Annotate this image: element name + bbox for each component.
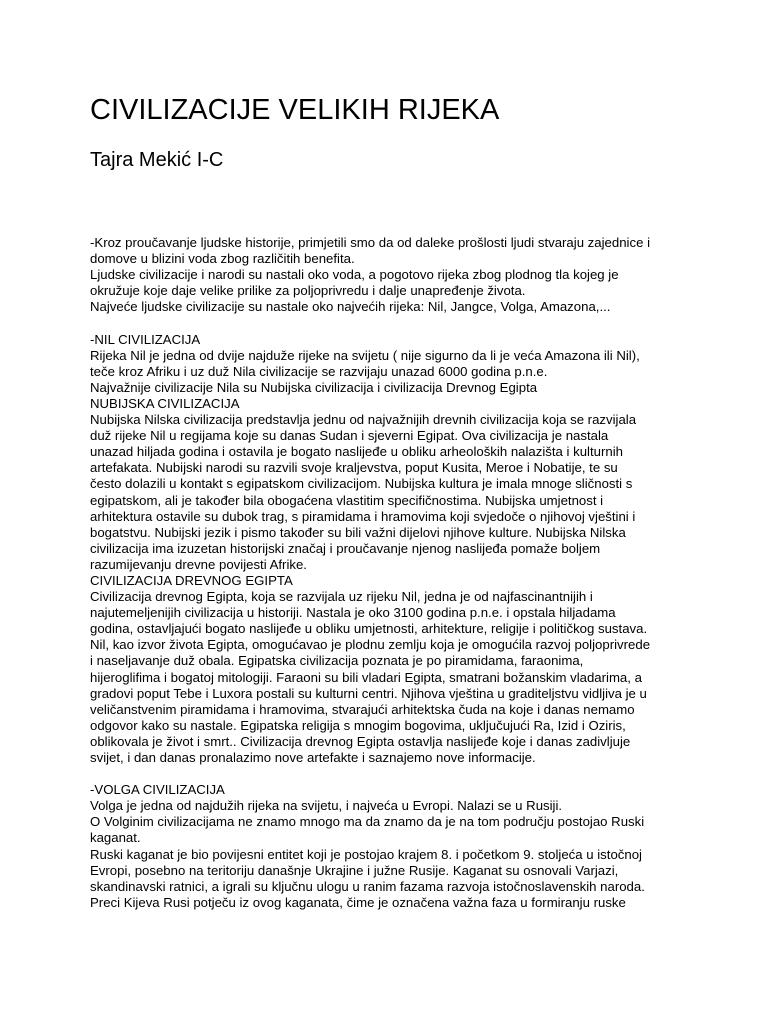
text-line: unazad hiljada godina i ostavila je bogato naslijeđe u obliku arheoloških nalazišta i kulturnih — [90, 444, 623, 460]
text-line: razumijevanju drevne povijesti Afrike. — [90, 556, 307, 572]
document-body — [90, 235, 690, 911]
text-line: Rijeka Nil je jedna od dvije najduže rijeke na svijetu ( nije sigurno da li je veća Amazona ili Nil), — [90, 347, 640, 363]
blank-line — [90, 766, 690, 782]
text-line: civilizacija ima izuzetan historijski značaj i proučavanje njenog naslijeđa pomaže boljem — [90, 540, 601, 556]
document-author: Tajra Mekić I-C — [90, 149, 224, 171]
text-line: svijet, i dan danas pronalazimo nove artefakte i saznajemo nove informacije. — [90, 750, 536, 765]
text-line: često dolazili u kontakt s egipatskom civilizacijom. Nubijska kultura je imala mnoge sličnosti s — [90, 476, 633, 492]
text-line: godina, ostavljajući bogato naslijeđe u obliku umjetnosti, arhitekture, religije i političkog sustava. — [90, 621, 648, 637]
text-line: odgovor kako su nastale. Egipatska religija s mnogim bogovima, uključujući Ra, Izid i Oziris, — [90, 717, 626, 733]
text-line: bogatstvu. Nubijski jezik i pismo također su bili važni dijelovi njihove kulture. Nubijska Nilska — [90, 524, 626, 540]
text-line: skandinavski ratnici, a igrali su ključnu ulogu u ranim fazama razvoja istočnoslavenskih naroda. — [90, 878, 645, 894]
text-line: -NIL CIVILIZACIJA — [90, 331, 201, 347]
text-line: domove u blizini voda zbog različitih benefita. — [90, 251, 355, 267]
text-line: Najvažnije civilizacije Nila su Nubijska civilizacija i civilizacija Drevnog Egipta — [90, 379, 538, 395]
text-line: Ruski kaganat je bio povijesni entitet koji je postojao krajem 8. i početkom 9. stoljeća u istočnoj — [90, 846, 642, 862]
text-line: hijeroglifima i bogatoj mitologiji. Faraoni su bili vladari Egipta, smatrani božanskim vladarima, a — [90, 669, 642, 685]
text-line: veličanstvenim piramidama i hramovima, stvarajući arhitektska čuda na koje i danas nemamo — [90, 701, 635, 717]
text-line: i naseljavanje duž obala. Egipatska civilizacija poznata je po piramidama, faraonima, — [90, 653, 584, 669]
text-line: artefakata. Nubijski narodi su razvili svoje kraljevstva, poput Kusita, Meroe i Nobatije, te su — [90, 460, 618, 476]
text-line: gradovi poput Tebe i Luxora postali su kulturni centri. Njihova vještina u graditeljstvu vidljiva je u — [90, 685, 647, 701]
text-line: Nil, kao izvor života Egipta, omogućavao je plodnu zemlju koja je omogućila razvoj poljoprivrede — [90, 637, 651, 653]
text-line: egipatskom, ali je također bila obogaćena vlastitim specifičnostima. Nubijska umjetnost i — [90, 492, 604, 508]
text-line: oblikovala je život i smrt.. Civilizacija drevnog Egipta ostavlja naslijeđe koje i danas zadivljuje — [90, 733, 631, 749]
text-line: Preci Kijeva Rusi potječu iz ovog kaganata, čime je označena važna faza u formiranju ruske — [90, 894, 626, 910]
document-title: CIVILIZACIJE VELIKIH RIJEKA — [90, 94, 500, 126]
text-line: kaganat. — [90, 830, 141, 846]
text-line: Nubijska Nilska civilizacija predstavlja jednu od najvažnijih drevnih civilizacija koja se razvijala — [90, 412, 637, 428]
text-line: O Volginim civilizacijama ne znamo mnogo ma da znamo da je na tom području postojao Ruski — [90, 814, 645, 830]
text-line: -Kroz proučavanje ljudske historije, primjetili smo da od daleke prošlosti ljudi stvaraju zajednice i — [90, 235, 650, 250]
text-line: teče kroz Afriku i uz duž Nila civilizacije se razvijaju unazad 6000 godina p.n.e. — [90, 363, 548, 379]
text-line: Ljudske civilizacije i narodi su nastali oko voda, a pogotovo rijeka zbog plodnog tla kojeg je — [90, 267, 619, 283]
text-line: okružuje koje daje velike prilike za poljoprivredu i dalje unapređenje života. — [90, 283, 526, 299]
blank-line — [90, 315, 690, 331]
text-line: -VOLGA CIVILIZACIJA — [90, 782, 225, 798]
text-line: najutemeljenijih civilizacija u historiji. Nastala je oko 3100 godina p.n.e. i opstala hiljadama — [90, 605, 616, 621]
text-line: Volga je jedna od najdužih rijeka na svijetu, i najveća u Evropi. Nalazi se u Rusiji. — [90, 798, 563, 814]
text-line: Civilizacija drevnog Egipta, koja se razvijala uz rijeku Nil, jedna je od najfascinantnijih i — [90, 589, 593, 605]
text-line: CIVILIZACIJA DREVNOG EGIPTA — [90, 572, 293, 588]
text-line: Evropi, posebno na teritoriju današnje Ukrajine i južne Rusije. Kaganat su osnovali Varjazi, — [90, 862, 619, 878]
text-line: duž rijeke Nil u regijama koje su danas Sudan i sjeverni Egipat. Ova civilizacija je nastala — [90, 428, 609, 444]
text-line: Najveće ljudske civilizacije su nastale oko najvećih rijeka: Nil, Jangce, Volga, Amazona,... — [90, 299, 611, 315]
text-line: arhitektura ostavile su dubok trag, s piramidama i hramovima koji svjedoče o njihovoj vještini i — [90, 508, 636, 524]
text-line: NUBIJSKA CIVILIZACIJA — [90, 395, 240, 411]
